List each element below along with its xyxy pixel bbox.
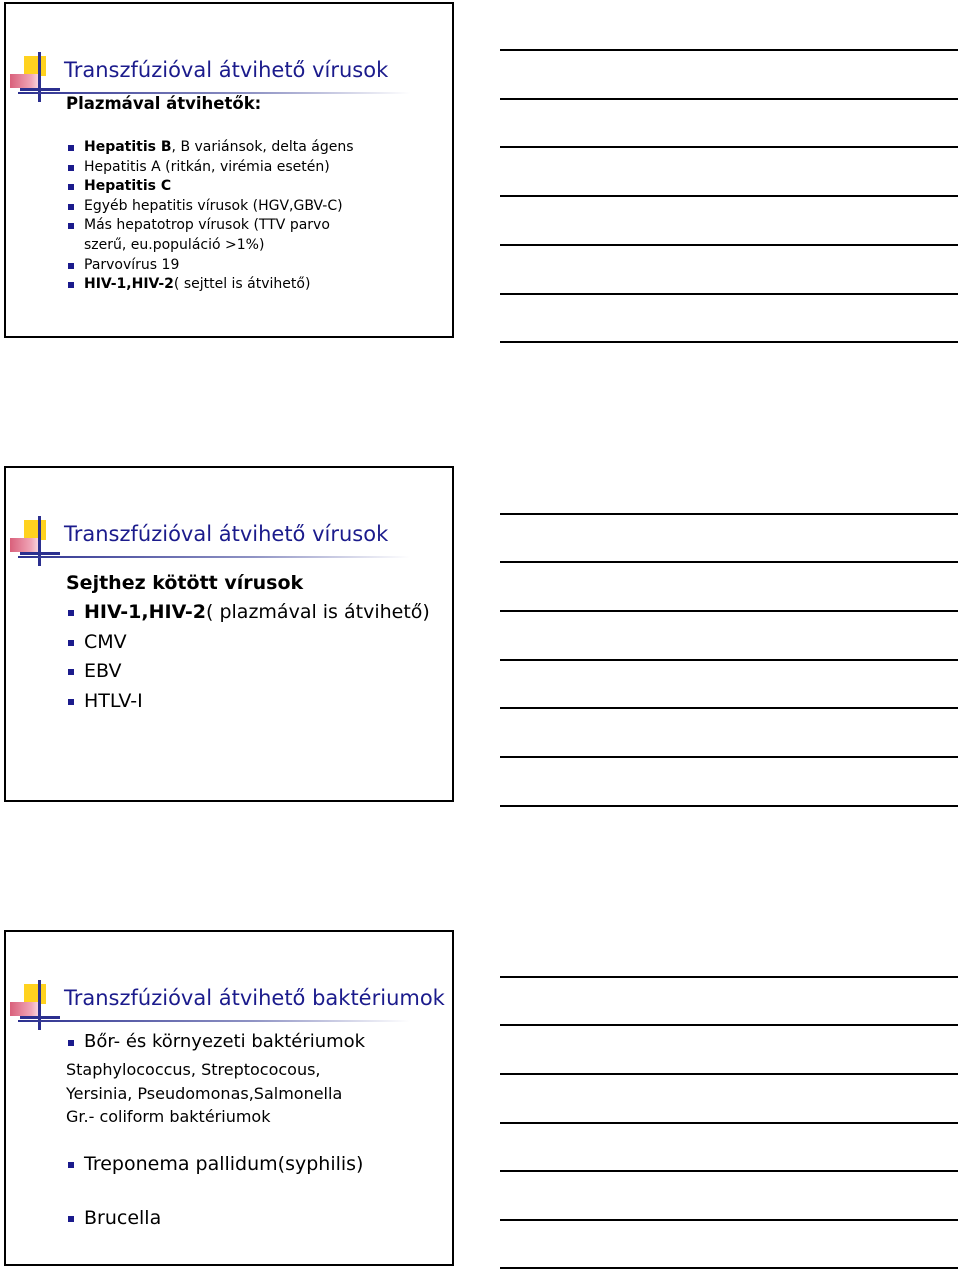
list-item: Hepatitis C xyxy=(66,177,438,197)
bullet-list xyxy=(66,1151,438,1177)
list-item: HIV-1,HIV-2( plazmával is átvihető) xyxy=(66,598,438,628)
slide-subtitle: Plazmával átvihetők: xyxy=(66,94,262,113)
bullet-list xyxy=(66,1030,438,1054)
text-line: Staphylococcus, Streptococous, xyxy=(66,1060,321,1079)
note-line xyxy=(500,98,958,100)
list-item: EBV xyxy=(66,657,438,687)
slide-3 xyxy=(4,930,454,1266)
list-item: HIV-1,HIV-2( sejttel is átvihető) xyxy=(66,275,438,295)
note-line xyxy=(500,1073,958,1075)
slide-subtitle: Sejthez kötött vírusok xyxy=(66,572,304,594)
slide-title: Transzfúzióval átvihető vírusok xyxy=(64,522,389,546)
slide-logo-icon xyxy=(10,52,56,104)
note-line xyxy=(500,1267,958,1269)
list-item: CMV xyxy=(66,628,438,658)
note-line xyxy=(500,49,958,51)
note-line xyxy=(500,1170,958,1172)
text-line: Yersinia, Pseudomonas,Salmonella xyxy=(66,1083,343,1103)
note-line xyxy=(500,756,958,758)
bullet-list xyxy=(66,138,438,295)
slide-logo-icon xyxy=(10,516,56,568)
note-line xyxy=(500,341,958,343)
title-underline xyxy=(18,1020,410,1022)
slide-2 xyxy=(4,466,454,802)
list-item: Más hepatotrop vírusok (TTV parvo szerű, eu.populáció >1%) xyxy=(66,216,374,255)
list-item: Treponema pallidum(syphilis) xyxy=(66,1151,438,1177)
note-line xyxy=(500,1122,958,1124)
bullet-list xyxy=(66,1205,438,1231)
list-item: Egyéb hepatitis vírusok (HGV,GBV-C) xyxy=(66,197,438,217)
list-item: Brucella xyxy=(66,1205,438,1231)
note-line xyxy=(500,293,958,295)
note-line xyxy=(500,561,958,563)
note-line xyxy=(500,195,958,197)
slide-title: Transzfúzióval átvihető vírusok xyxy=(64,58,389,82)
note-line xyxy=(500,1219,958,1221)
note-line xyxy=(500,513,958,515)
list-item: HTLV-I xyxy=(66,687,438,717)
note-line xyxy=(500,659,958,661)
note-line xyxy=(500,976,958,978)
text-line: Gr.- coliform baktériumok xyxy=(66,1107,271,1126)
note-line xyxy=(500,1024,958,1026)
bullet-list xyxy=(66,598,438,716)
list-item: Bőr- és környezeti baktériumok xyxy=(66,1030,438,1054)
note-line xyxy=(500,805,958,807)
note-line xyxy=(500,146,958,148)
slide-title: Transzfúzióval átvihető baktériumok xyxy=(64,986,445,1010)
title-underline xyxy=(18,556,410,558)
list-item: Parvovírus 19 xyxy=(66,256,438,276)
note-line xyxy=(500,610,958,612)
slide-1 xyxy=(4,2,454,338)
note-line xyxy=(500,707,958,709)
note-line xyxy=(500,244,958,246)
slide-logo-icon xyxy=(10,980,56,1032)
list-item: Hepatitis A (ritkán, virémia esetén) xyxy=(66,158,438,178)
list-item: Hepatitis B, B variánsok, delta ágens xyxy=(66,138,438,158)
